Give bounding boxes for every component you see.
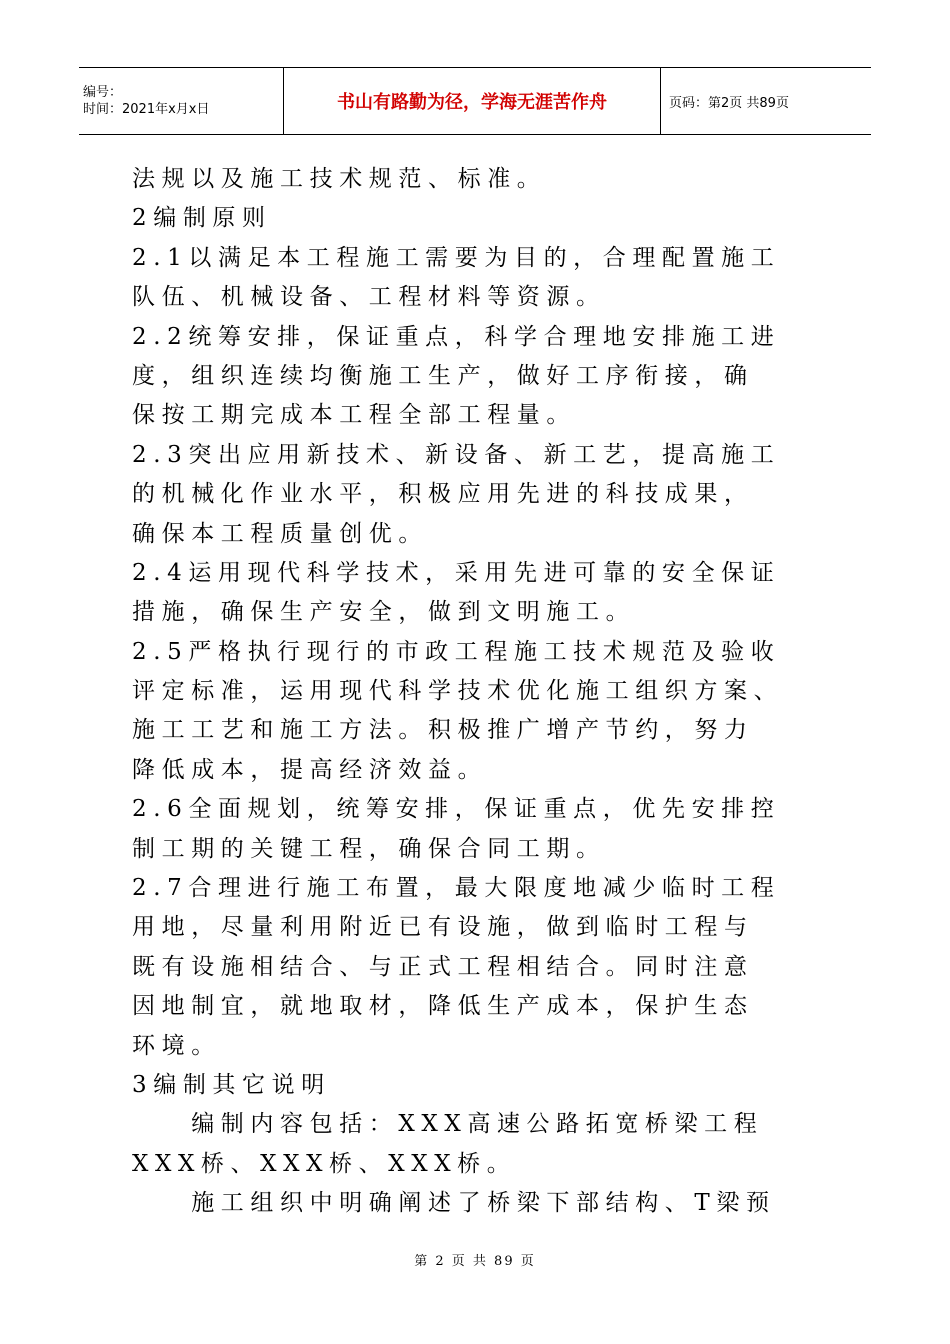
body-line: 2.4运用现代科学技术，采用先进可靠的安全保证 [132, 559, 781, 586]
body-line: 制工期的关键工程，确保合同工期。 [132, 835, 606, 862]
body-line: 施工工艺和施工方法。积极推广增产节约，努力 [132, 717, 754, 744]
body-line: 2.1以满足本工程施工需要为目的，合理配置施工 [132, 244, 781, 271]
body-line: XXX桥、XXX桥、XXX桥。 [132, 1150, 517, 1177]
body-line: 队伍、机械设备、工程材料等资源。 [132, 284, 606, 311]
body-line: 2.3突出应用新技术、新设备、新工艺，提高施工 [132, 441, 781, 468]
section-heading: 3编制其它说明 [132, 1071, 331, 1098]
body-line: 的机械化作业水平，积极应用先进的科技成果， [132, 481, 754, 508]
body-line: 2.6全面规划，统筹安排，保证重点，优先安排控 [132, 796, 781, 823]
document-date: 时间：2021年x月x日 [83, 102, 210, 117]
body-line: 保按工期完成本工程全部工程量。 [132, 402, 576, 429]
body-line: 度，组织连续均衡施工生产，做好工序衔接，确 [132, 362, 754, 389]
body-line: 既有设施相结合、与正式工程相结合。同时注意 [132, 953, 754, 980]
body-line: 环境。 [132, 1032, 221, 1059]
body-line: 降低成本，提高经济效益。 [132, 756, 488, 783]
header-motto: 书山有路勤为径，学海无涯苦作舟 [284, 68, 661, 135]
body-line: 2.5严格执行现行的市政工程施工技术规范及验收 [132, 638, 781, 665]
document-header [79, 67, 871, 135]
document-code-label: 编号： [83, 85, 123, 100]
body-line: 编制内容包括：XXX高速公路拓宽桥梁工程 [132, 1111, 764, 1138]
page-footer: 第 2 页 共 89 页 [414, 1254, 536, 1269]
body-line: 确保本工程质量创优。 [132, 520, 428, 547]
body-line: 2.2统筹安排，保证重点，科学合理地安排施工进 [132, 323, 781, 350]
header-meta [79, 68, 284, 135]
section-heading: 2编制原则 [132, 205, 272, 232]
body-line: 评定标准，运用现代科学技术优化施工组织方案、 [132, 678, 784, 705]
body-line: 用地，尽量利用附近已有设施，做到临时工程与 [132, 914, 754, 941]
body-line: 措施，确保生产安全，做到文明施工。 [132, 599, 636, 626]
body-line: 2.7合理进行施工布置，最大限度地减少临时工程 [132, 875, 781, 902]
header-page-info: 页码：第2页 共89页 [661, 68, 872, 135]
body-line: 因地制宜，就地取材，降低生产成本，保护生态 [132, 993, 754, 1020]
body-line: 法规以及施工技术规范、标准。 [132, 166, 547, 192]
body-line: 施工组织中明确阐述了桥梁下部结构、T梁预 [132, 1190, 776, 1217]
document-body [132, 160, 852, 1224]
